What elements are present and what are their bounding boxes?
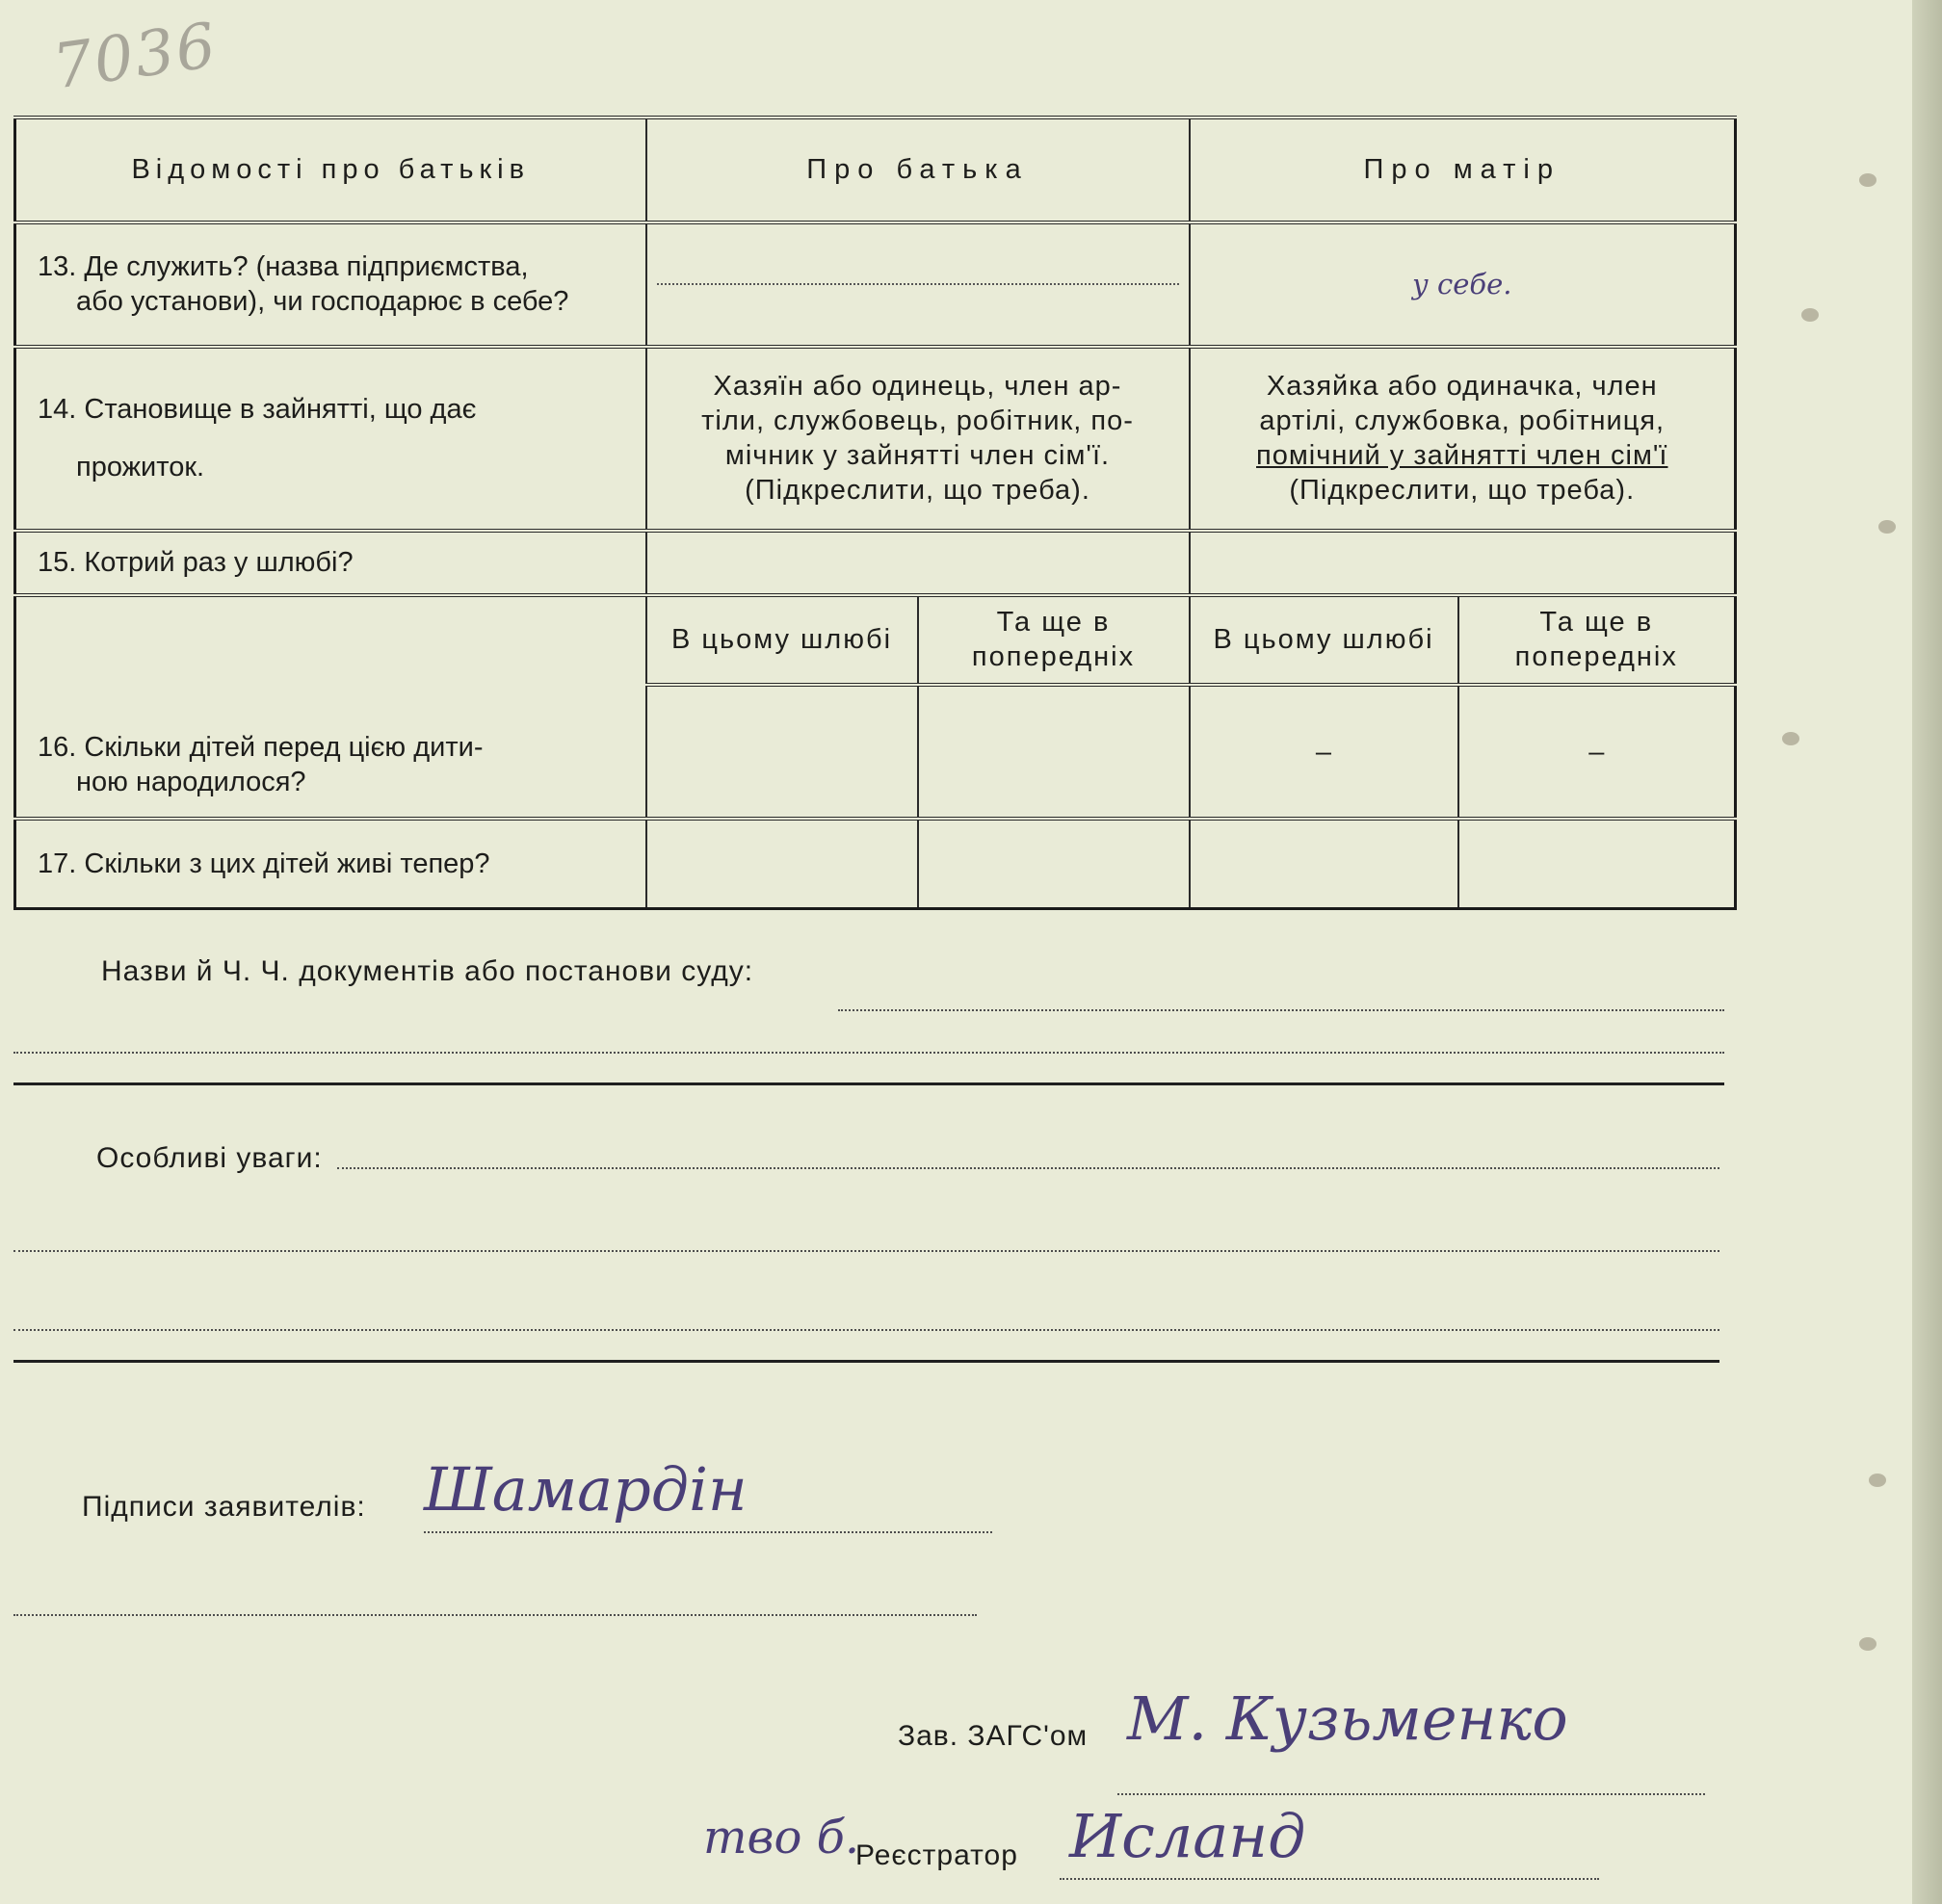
q16-mother-this-value: –: [1190, 685, 1458, 820]
archive-number: 7036: [48, 10, 223, 104]
header-mother: Про матір: [1190, 117, 1736, 222]
applicants-dotline-1: [424, 1531, 992, 1533]
q14-mother-line3-underlined: помічний у зайнятті член сім'ї: [1256, 440, 1668, 472]
q14-father-options: [646, 347, 1190, 531]
remarks-separator: [13, 1360, 1719, 1363]
q14-mother-options: [1190, 347, 1736, 531]
q14-text-line1: Становище в зайнятті, що дає: [84, 394, 477, 426]
header-parents-info: Відомості про батьків: [15, 117, 646, 222]
remarks-label: Особливі уваги:: [96, 1142, 323, 1174]
header-father: Про батька: [646, 117, 1190, 222]
q17-number: 17.: [38, 848, 77, 880]
head-signature: М. Кузьменко: [1127, 1683, 1568, 1754]
q15-father-cell: [646, 531, 1190, 595]
documents-label: Назви й Ч. Ч. документів або постанови суду:: [101, 955, 754, 987]
q14-mother-line1: Хазяйка або одиначка, член: [1266, 371, 1658, 403]
registrar-signature: Исланд: [1069, 1801, 1306, 1871]
punch-hole: [1782, 732, 1799, 745]
q17-text: Скільки з цих дітей живі тепер?: [84, 848, 490, 880]
q14-father-line1: Хазяїн або одинець, член ар-: [713, 371, 1122, 403]
q13-father-cell: [646, 222, 1190, 347]
registrar-dotline: [1060, 1878, 1599, 1880]
q14-mother-line2: артілі, службовка, робітниця,: [1259, 405, 1666, 437]
q14-label: [15, 347, 646, 531]
table-header-row: [15, 117, 1736, 222]
applicants-signature: Шамардін: [424, 1454, 748, 1525]
q17-father-this-cell: [646, 819, 918, 908]
registrar-prefix: тво б.: [703, 1811, 860, 1865]
applicants-label: Підписи заявителів:: [82, 1491, 366, 1523]
remarks-dotline-1: [337, 1167, 1719, 1169]
punch-hole: [1859, 1637, 1876, 1651]
q13-text-line2: або установи), чи господарює в себе?: [76, 286, 569, 318]
punch-hole: [1869, 1474, 1886, 1487]
row-q17: [15, 819, 1736, 908]
q16-mother-previous-header: Та ще в попередніх: [1458, 595, 1736, 685]
q15-text: Котрий раз у шлюбі?: [84, 547, 354, 579]
q16-text-line1: Скільки дітей перед цією дити-: [84, 732, 484, 764]
q17-mother-this-cell: [1190, 819, 1458, 908]
q14-father-line2: тіли, службовець, робітник, по-: [701, 405, 1134, 437]
row-q13: [15, 222, 1736, 347]
q17-label: [15, 819, 646, 908]
q16-text-line2: ною народилося?: [76, 767, 306, 798]
parents-info-table: [13, 116, 1737, 910]
row-q16-subheader: [15, 595, 1736, 685]
q14-text-line2: прожиток.: [76, 452, 205, 483]
q15-mother-cell: [1190, 531, 1736, 595]
page-edge: [1912, 0, 1942, 1904]
q16-mother-this-marriage-header: В цьому шлюбі: [1190, 595, 1458, 685]
q14-number: 14.: [38, 394, 77, 426]
row-q15: [15, 531, 1736, 595]
q14-father-line3: мічник у зайнятті член сім'ї.: [724, 440, 1111, 472]
punch-hole: [1878, 520, 1896, 534]
documents-dotline-1: [838, 1009, 1724, 1011]
q13-number: 13.: [38, 251, 77, 283]
q14-mother-line4: (Підкреслити, що треба).: [1289, 475, 1636, 507]
punch-hole: [1801, 308, 1819, 322]
q15-number: 15.: [38, 547, 77, 579]
q14-father-line4: (Підкреслити, що треба).: [745, 475, 1090, 507]
q13-text-line1: Де служить? (назва підприємства,: [84, 251, 529, 283]
q17-mother-previous-cell: [1458, 819, 1736, 908]
q13-mother-answer: у себе.: [1190, 222, 1736, 347]
q16-father-this-cell: [646, 685, 918, 820]
q16-label: [15, 595, 646, 820]
q13-father-dotline: [657, 283, 1179, 285]
q16-father-previous-header: Та ще в попередніх: [918, 595, 1190, 685]
q17-father-previous-cell: [918, 819, 1190, 908]
documents-separator: [13, 1082, 1724, 1085]
row-q14: [15, 347, 1736, 531]
applicants-dotline-2: [13, 1614, 977, 1616]
q16-number: 16.: [38, 732, 77, 764]
remarks-dotline-2: [13, 1250, 1719, 1252]
registrar-label: Реєстратор: [855, 1839, 1018, 1871]
q16-father-previous-cell: [918, 685, 1190, 820]
remarks-dotline-3: [13, 1329, 1719, 1331]
head-dotline: [1117, 1793, 1705, 1795]
q16-mother-previous-value: –: [1458, 685, 1736, 820]
punch-hole: [1859, 173, 1876, 187]
q16-father-this-marriage-header: В цьому шлюбі: [646, 595, 918, 685]
head-label: Зав. ЗАГС'ом: [898, 1720, 1089, 1752]
documents-dotline-2: [13, 1052, 1724, 1054]
q15-label: [15, 531, 646, 595]
q13-label: [15, 222, 646, 347]
